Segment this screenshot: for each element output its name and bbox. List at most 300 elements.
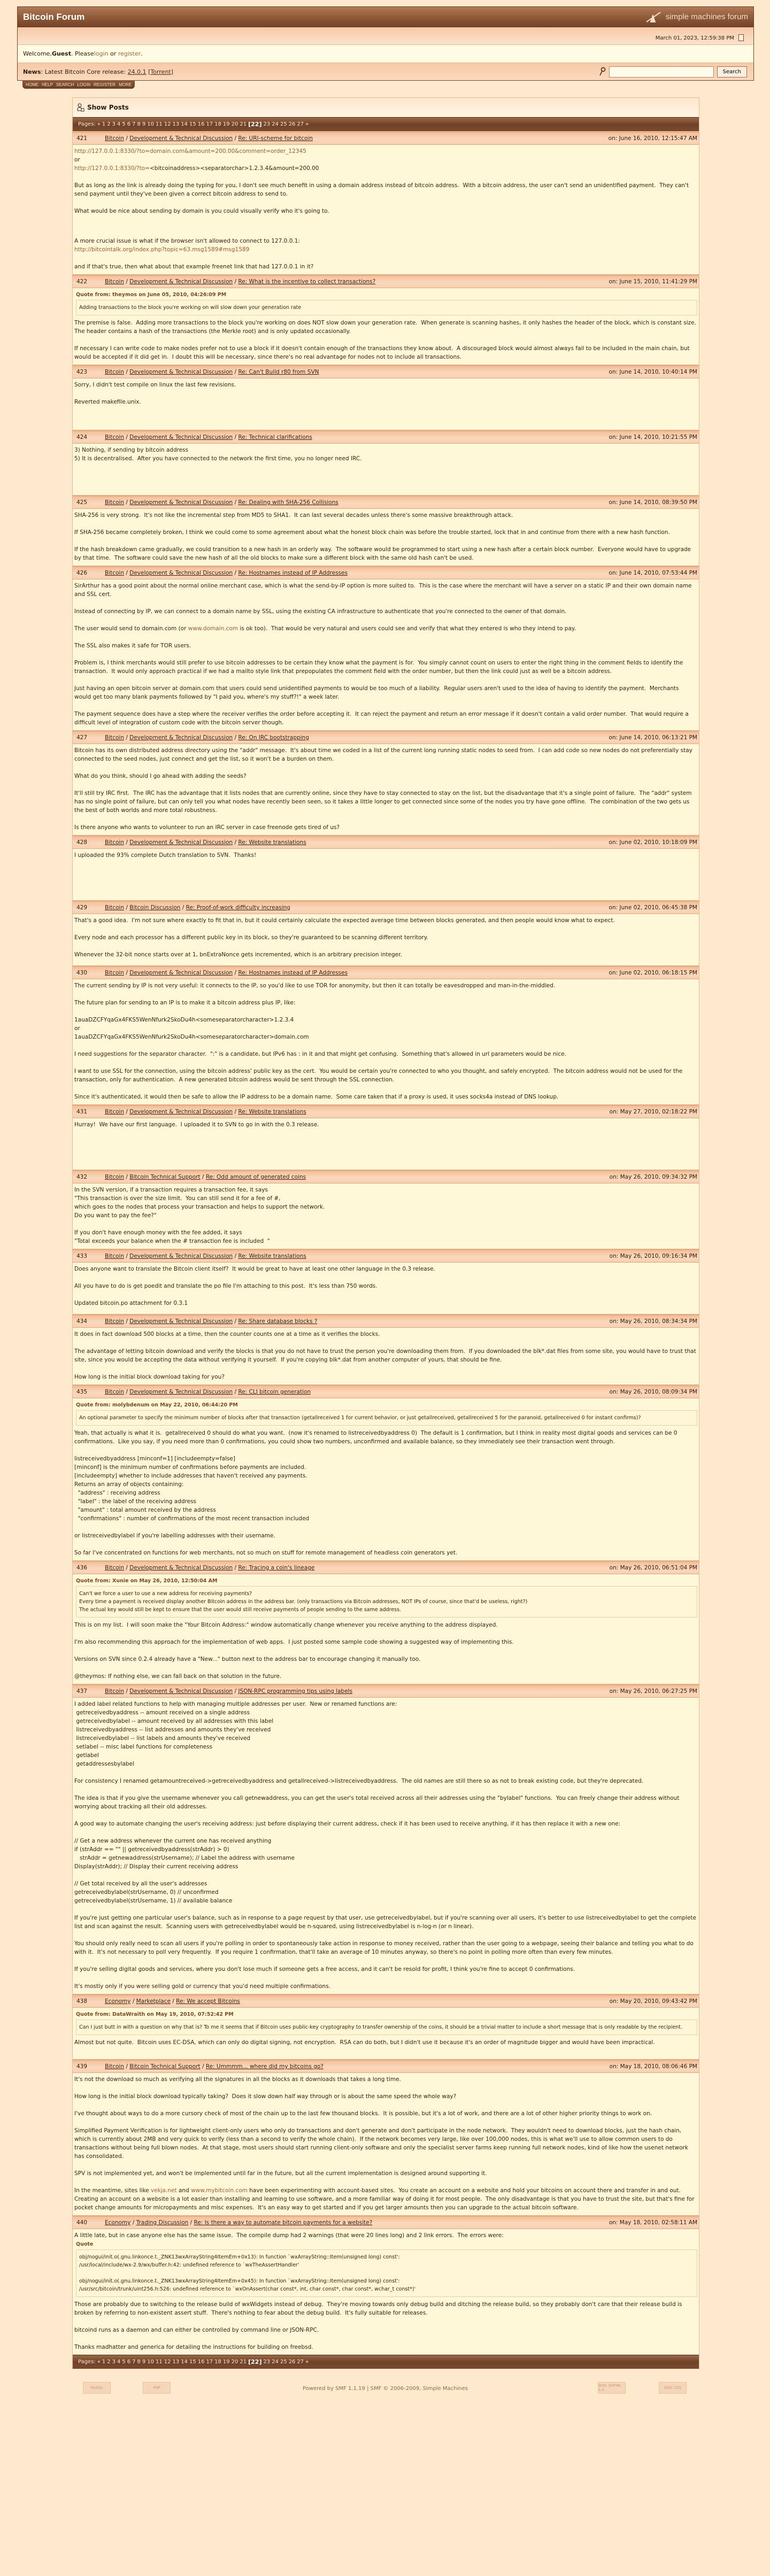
board-link[interactable]: Development & Technical Discussion [129, 135, 233, 142]
post-paragraph [74, 1638, 697, 1646]
post-breadcrumb [105, 1688, 610, 1695]
page-link[interactable]: 18 [214, 121, 221, 127]
news-torrent-link[interactable]: [Torrent] [148, 68, 173, 75]
windmill-icon [644, 11, 663, 23]
page-link[interactable]: 10 [147, 121, 155, 127]
breadcrumb-separator: / [188, 2219, 194, 2226]
text-line: That's a good idea. I'm not sure where exactly to fit that in, but it could certainly calculate the expected average time between blocks generated, and then people would know what to expect. [74, 917, 615, 924]
text-line: I want to use SSL for the connection, using the bitcoin address' public key as the cert. You would be certain you're connected to who you thought, and safely encrypted. The bitcoin address would not be used for the transaction, only for authentication. A new generated bitcoin address would be sent through the SSL connection. [74, 1068, 684, 1083]
text-line: SHA-256 is very strong. It's not like the incremental step from MD5 to SHA1. It can last several decades unless there's some massive breakthrough attack. [74, 512, 513, 519]
xhtml-badge[interactable]: W3C XHTML 1.0 [598, 2382, 626, 2394]
page-link[interactable]: 26 [288, 121, 296, 127]
text-line: 1auaDZCFYqaGx4FKS5WenNfurk2SkoDu4h<someseparatorcharacter>1.2.3.4 [74, 1017, 294, 1023]
post-paragraph [74, 1299, 697, 1308]
collapse-header-icon[interactable] [738, 34, 744, 41]
post-paragraph [74, 641, 697, 650]
board-link[interactable]: Marketplace [136, 1998, 171, 2005]
page-link[interactable]: 27 [297, 121, 304, 127]
text-line: setlabel -- misc label functions for completeness [74, 1744, 213, 1750]
topic-link[interactable]: Re: On IRC bootstrapping [238, 734, 309, 741]
post-header [73, 2059, 699, 2073]
board-category-link[interactable]: Economy [105, 1998, 131, 2005]
post-paragraph [74, 710, 697, 727]
mysql-badge[interactable]: MySQL [83, 2382, 111, 2394]
page-link[interactable]: 2 [107, 121, 111, 127]
board-category-link[interactable]: Bitcoin [105, 839, 125, 846]
page-link[interactable]: 20 [231, 121, 238, 127]
prev-page[interactable]: « [97, 2358, 101, 2365]
topic-link[interactable]: Re: CLI bitcoin generation [238, 1389, 311, 1395]
post-header [73, 1560, 699, 1574]
post-link[interactable]: www.domain.com [188, 625, 238, 632]
page-link[interactable]: 21 [240, 121, 247, 127]
post-date: on: May 26, 2010, 06:27:25 PM [609, 1688, 697, 1695]
post-paragraph [74, 2075, 697, 2084]
quote-line: The actual key would still be kept to ensure that the user would still receive payments of people sending to the same address. [79, 1607, 402, 1613]
news [23, 68, 173, 75]
page-link[interactable]: 13 [172, 2358, 180, 2365]
topic-link[interactable]: JSON-RPC programming tips using labels [238, 1688, 353, 1695]
breadcrumb-separator: / [124, 434, 130, 440]
page-link[interactable]: 5 [122, 2358, 126, 2365]
post-paragraph [74, 1050, 697, 1058]
board-category-link[interactable]: Bitcoin [105, 1318, 125, 1325]
register-link[interactable]: register [118, 50, 141, 57]
board-link[interactable]: Development & Technical Discussion [129, 1318, 233, 1325]
board-category-link[interactable]: Economy [105, 2219, 131, 2226]
board-category-link[interactable]: Bitcoin [105, 970, 125, 976]
quote-line: Every time a payment is received display another Bitcoin address in the address bar. (only transactions via Bitcoin addresses, NOT IPs of course, since that'd be useless, right?) [79, 1599, 528, 1605]
page-link[interactable]: 1 [102, 121, 106, 127]
post [73, 566, 699, 730]
footer [72, 2378, 698, 2399]
post-header [73, 965, 699, 979]
page-link[interactable]: 20 [231, 2358, 238, 2365]
post-paragraph [74, 1067, 697, 1084]
board-link[interactable]: Development & Technical Discussion [129, 499, 233, 506]
text-line: I added label related functions to help with managing multiple addresses per user. New or renamed functions are: [74, 1701, 397, 1707]
topic-link[interactable]: Re: Tracing a coin's lineage [238, 1565, 315, 1571]
next-page[interactable]: » [305, 121, 309, 127]
text-line: Just having an open bitcoin server at domain.com that users could send unidentified payments to would be too much of a liability. Regular users aren't used to the idea of having to identify the payment. Merchants would get too many blank payments followed by "I paid you, where's my stuff?!" a week later. [74, 685, 681, 700]
text-line: Display(strAddr); // Display their current receiving address [74, 1863, 238, 1870]
menu-home[interactable]: HOME [26, 82, 38, 87]
page-link[interactable]: 14 [181, 2358, 188, 2365]
text-line: The SSL also makes it safe for TOR users. [74, 643, 191, 649]
text-line: The advantage of letting bitcoin download and verify the blocks is that you do not have to trust the person you're downloading them from. If you downloaded the blk*.dat files from some site, you would have to trust that site, since you would be accepting the data without verifying it yourself. If you're copying blk*.dat from another computer of yours, that should be fine. [74, 1348, 698, 1363]
post-body [73, 288, 699, 365]
breadcrumb-separator: / [124, 970, 130, 976]
page-link[interactable]: 8 [137, 121, 141, 127]
text-line: What do you think, should I go ahead with adding the seeds? [74, 773, 247, 779]
post-body [73, 1328, 699, 1384]
board-link[interactable]: Bitcoin Discussion [129, 904, 181, 911]
page-link[interactable]: 21 [240, 2358, 247, 2365]
post-breadcrumb [105, 1318, 610, 1325]
board-category-link[interactable]: Bitcoin [105, 499, 125, 506]
board-category-link[interactable]: Bitcoin [105, 734, 125, 741]
topic-link[interactable]: Re: URI-scheme for bitcoin [238, 135, 313, 142]
quote-box [76, 1586, 697, 1618]
board-link[interactable]: Development & Technical Discussion [129, 1109, 233, 1115]
post-date: on: May 18, 2010, 02:58:11 AM [609, 2219, 697, 2226]
post [73, 1560, 699, 1684]
quote-box [76, 1410, 697, 1426]
post-body [73, 849, 699, 900]
text-line: "confirmations" : number of confirmations of the most recent transaction included [74, 1515, 310, 1522]
text-line: getreceivedbyaddress -- amount received on a single address [74, 1709, 250, 1716]
page-link[interactable]: 4 [117, 2358, 121, 2365]
text-line: If SHA-256 became completely broken, I think we could come to some agreement about what the honest block chain was before the trouble started, lock that in and continue from there with a new hash function. [74, 529, 670, 536]
post-paragraph [74, 1016, 697, 1041]
search-input[interactable] [609, 66, 714, 78]
board-category-link[interactable]: Bitcoin [105, 1253, 125, 1259]
page-link[interactable]: 15 [189, 2358, 196, 2365]
post-body [73, 979, 699, 1104]
topic-link[interactable]: Re: Dealing with SHA-256 Collisions [238, 499, 338, 506]
page-link[interactable]: 6 [127, 121, 131, 127]
topic-link[interactable]: Re: Technical clarifications [238, 434, 312, 440]
post [73, 1104, 699, 1170]
page-link[interactable]: 6 [127, 2358, 131, 2365]
post-paragraph [74, 1820, 697, 1828]
breadcrumb-separator: / [124, 1174, 130, 1180]
page-link[interactable]: 12 [164, 121, 171, 127]
text-line: It does in fact download 500 blocks at a time, then the counter counts one at a time as it verifies the blocks. [74, 1331, 380, 1337]
board-category-link[interactable]: Bitcoin [105, 1565, 125, 1571]
breadcrumb-separator: / [124, 1688, 130, 1695]
page-link[interactable]: 24 [272, 2358, 279, 2365]
post-paragraph [74, 381, 697, 389]
text-line: getreceivedbylabel -- amount received by all addresses with this label [74, 1718, 274, 1724]
text-line: If the hash breakdown came gradually, we could transition to a new hash in an orderly way. The software would be programmed to start using a new hash after a certain block number. Everyone would have to upgrade by that time. The software could save the new hash of all the old blocks to make sure a different block with the same old hash can't be used. [74, 546, 693, 561]
user-posts-icon [77, 103, 84, 112]
current-datetime: March 01, 2023, 12:59:38 PM [655, 35, 734, 41]
topic-link[interactable]: Re: Hostnames instead of IP Addresses [238, 970, 348, 976]
next-page[interactable]: » [305, 2358, 309, 2365]
page-link[interactable]: 23 [263, 2358, 271, 2365]
page-link[interactable]: 27 [297, 2358, 304, 2365]
text-line: The future plan for sending to an IP is to make it a bitcoin address plus IP, like: [74, 1000, 296, 1006]
page-link[interactable]: 10 [147, 2358, 155, 2365]
menu-login[interactable]: LOGIN [77, 82, 91, 87]
quote-line: /usr/src/bitcoin/trunk/uint256.h:526: undefined reference to `wxOnAssert(char const*, int, char const*, char const*, wchar_t const*)' [79, 2286, 416, 2292]
topic-link[interactable]: Re: We accept Bitcoins [176, 1998, 240, 2005]
text-line: What would be nice about sending by domain is you could visually verify who it's going to. [74, 208, 329, 214]
board-link[interactable]: Development & Technical Discussion [129, 734, 233, 741]
post-body [73, 744, 699, 835]
menu-register[interactable]: REGISTER [94, 82, 116, 87]
post-paragraph [74, 1531, 697, 1540]
search-button[interactable]: Search [717, 66, 747, 78]
post-paragraph [74, 950, 697, 959]
text-line: Returns an array of objects containing: [74, 1481, 184, 1488]
text-line: Almost but not quite. Bitcoin uses EC-DSA, which can only do digital signing, not encryption. RSA can do both, but I didn't use it because it's an order of magnitude bigger and would have been impractical. [74, 2039, 655, 2046]
post [73, 730, 699, 835]
post-number: 433 [76, 1253, 88, 1259]
post-paragraph [74, 1549, 697, 1557]
topic-link[interactable]: Re: Website translations [238, 1253, 306, 1259]
post-paragraph [74, 823, 697, 832]
login-link[interactable]: login [94, 50, 109, 57]
post-body [73, 2008, 699, 2059]
text-line: or listreceivedbylabel if you're labelling addresses with their username. [74, 1533, 275, 1539]
breadcrumb-separator: / [233, 1253, 238, 1259]
board-link[interactable]: Development & Technical Discussion [129, 434, 233, 440]
post-date: on: May 27, 2010, 02:18:22 PM [609, 1109, 697, 1115]
page-link[interactable]: 26 [288, 2358, 296, 2365]
post-breadcrumb [105, 734, 609, 741]
topic-link[interactable]: Re: Website translations [238, 1109, 306, 1115]
page-link[interactable]: 19 [222, 2358, 230, 2365]
post [73, 495, 699, 566]
page-link[interactable]: 16 [197, 121, 205, 127]
post-header [73, 430, 699, 444]
text-line: The current sending by IP is not very useful: it connects to the IP, so you'd like to use TOR for anonymity, but then it can totally be eavesdropped and man-in-the-middled. [74, 983, 556, 989]
text-line: listreceivedbylabel -- list labels and amounts they've received [74, 1735, 251, 1742]
post-link[interactable]: http://bitcointalk.org/index.php?topic=63.msg1589#msg1589 [74, 246, 250, 253]
page-link[interactable]: 2 [107, 2358, 111, 2365]
news-label: News [23, 68, 41, 75]
post-paragraph [74, 916, 697, 925]
topic-link[interactable]: Re: Ummmm... where did my bitcoins go? [205, 2063, 324, 2070]
text-line: All you have to do is get poedit and translate the po file I'm attaching to this post. It's less than 750 words. [74, 1283, 378, 1289]
css-badge[interactable]: W3C CSS [659, 2382, 687, 2394]
post-link[interactable]: www.mybitcoin.com [191, 2187, 248, 2194]
text-line: "amount" : total amount received by the address [74, 1507, 216, 1513]
post-paragraph [74, 1373, 697, 1381]
date-row [18, 27, 753, 45]
breadcrumb-separator: / [233, 839, 238, 846]
page-link[interactable]: 9 [142, 2358, 146, 2365]
text-line: It's not the download so much as verifying all the signatures in all the blocks as it downloads that takes a long time. [74, 2076, 401, 2083]
post-paragraph [74, 1965, 697, 1974]
post-header [73, 835, 699, 849]
text-line: getreceivedbylabel(strUsername, 0) // unconfirmed [74, 1889, 219, 1896]
topic-link[interactable]: Re: Is there a way to automate bitcoin payments for a website? [194, 2219, 373, 2226]
topic-link[interactable]: Re: Odd amount of generated coins [205, 1174, 306, 1180]
page-link[interactable]: 25 [280, 121, 287, 127]
text-segment: <bitcoinaddress><separatorchar>1.2.3.4&amount=200.00 [149, 165, 319, 172]
topic-link[interactable]: Re: What is the incentive to collect transactions? [238, 279, 376, 285]
page-link[interactable]: 23 [263, 121, 271, 127]
text-line: [includeempty] whether to include addresses that haven't received any payments. [74, 1473, 307, 1479]
post-link[interactable]: vekja.net [150, 2187, 177, 2194]
powered-by-link[interactable]: Powered by SMF 1.1.19 [303, 2385, 365, 2392]
post-paragraph [74, 684, 697, 701]
post-header [73, 1249, 699, 1263]
page-link[interactable]: 17 [206, 2358, 213, 2365]
post-date: on: June 14, 2010, 10:21:55 PM [609, 434, 697, 440]
post-number: 437 [76, 1688, 88, 1695]
topic-link[interactable]: Re: Website translations [238, 839, 306, 846]
page-link[interactable]: 8 [137, 2358, 141, 2365]
board-link[interactable]: Development & Technical Discussion [129, 369, 233, 375]
post-paragraph [74, 582, 697, 599]
smf-logo[interactable] [644, 11, 748, 23]
post-date: on: May 26, 2010, 09:34:32 PM [609, 1174, 697, 1180]
page-link[interactable]: 17 [206, 121, 213, 127]
breadcrumb-separator: / [124, 1389, 130, 1395]
post-link[interactable]: http://127.0.0.1:8330/?to=domain.com&amount=200.00&comment=order_12345 [74, 148, 306, 154]
post-paragraph [74, 2109, 697, 2118]
text-segment: and [176, 2187, 191, 2194]
php-badge[interactable]: PHP [143, 2382, 171, 2394]
page-link[interactable]: 18 [214, 2358, 221, 2365]
text-line: Every node and each processor has a different public key in its block, so they're guaranteed to be scanning different territory. [74, 934, 428, 941]
post-body [73, 1183, 699, 1249]
page-link[interactable]: 14 [181, 121, 188, 127]
post-paragraph [74, 207, 697, 215]
text-line: So far I've concentrated on functions for web merchants, not so much on stuff for remote management of headless coin generators yet. [74, 1550, 458, 1556]
board-link[interactable]: Bitcoin Technical Support [129, 1174, 201, 1180]
text-line: Bitcoin has its own distributed address directory using the "addr" message. It's about time we coded in a list of the current long running static nodes to seed from. I can add code so new nodes do not preferentially stay connected to the seed nodes, just connect and get the list, so it won't be a burden on them. [74, 747, 695, 762]
text-line: listreceivedbyaddress [minconf=1] [includeempty=false] [74, 1456, 235, 1462]
topic-link[interactable]: Re: Hostnames instead of IP Addresses [238, 570, 348, 576]
board-link[interactable]: Development & Technical Discussion [129, 1389, 233, 1395]
text-line: 1auaDZCFYqaGx4FKS5WenNfurk2SkoDu4h<someseparatorcharacter>domain.com [74, 1034, 309, 1040]
page-link[interactable]: 19 [222, 121, 230, 127]
quote-header: Quote from: molybdenum on May 22, 2010, 06:44:20 PM [76, 1402, 238, 1408]
board-category-link[interactable]: Bitcoin [105, 279, 125, 285]
breadcrumb-separator: / [124, 734, 130, 741]
board-link[interactable]: Trading Discussion [136, 2219, 189, 2226]
post-breadcrumb [105, 570, 609, 576]
board-category-link[interactable]: Bitcoin [105, 135, 125, 142]
post-number: 427 [76, 734, 88, 741]
forum-title[interactable]: Bitcoin Forum [23, 11, 85, 22]
post-date: on: June 14, 2010, 07:53:44 PM [609, 570, 697, 576]
topic-link[interactable]: Re: Can't Build r80 from SVN [238, 369, 319, 375]
page-link[interactable]: 25 [280, 2358, 287, 2365]
menu-search[interactable]: SEARCH [56, 82, 74, 87]
text-line: For consistency I renamed getamountreceived->getreceivedbyaddress and getallreceived->listreceivedbyaddress. The old names are still there so as not to break existing code, but they're deprecated. [74, 1778, 644, 1784]
board-category-link[interactable]: Bitcoin [105, 904, 125, 911]
board-link[interactable]: Development & Technical Discussion [129, 570, 233, 576]
page-link[interactable]: 24 [272, 121, 279, 127]
board-link[interactable]: Bitcoin Technical Support [129, 2063, 201, 2070]
post-paragraph [74, 607, 697, 616]
page-link[interactable]: 1 [102, 2358, 106, 2365]
post-date: on: May 26, 2010, 09:16:34 PM [609, 1253, 697, 1259]
breadcrumb-separator: / [233, 499, 238, 506]
post [73, 835, 699, 900]
menu-help[interactable]: HELP [42, 82, 53, 87]
post-body [73, 1698, 699, 1994]
prev-page[interactable]: « [97, 121, 101, 127]
page-link[interactable]: 12 [164, 2358, 171, 2365]
post-date: on: May 26, 2010, 08:09:34 PM [609, 1389, 697, 1395]
topic-link[interactable]: Re: Share database blocks ? [238, 1318, 318, 1325]
post-body [73, 1574, 699, 1684]
post-number: 440 [76, 2219, 88, 2226]
board-category-link[interactable]: Bitcoin [105, 570, 125, 576]
page-link[interactable]: 7 [132, 2358, 136, 2365]
breadcrumb-separator: / [233, 970, 238, 976]
post-paragraph [74, 528, 697, 537]
text-line: Thanks madhatter and generica for detailing the instructions for building on freebsd. [74, 2344, 313, 2350]
post [73, 1384, 699, 1560]
board-link[interactable]: Development & Technical Discussion [129, 839, 233, 846]
post-paragraph [74, 446, 697, 463]
page-link[interactable]: 7 [132, 121, 136, 127]
post-paragraph [74, 1429, 697, 1446]
text-line: This is on my list. I will soon make the "Your Bitcoin Address:" window automatically change whenever you receive anything to the address displayed. [74, 1622, 498, 1628]
text-line: Those are probably due to switching to the release build of wxWidgets instead of debug. They're moving towards only debug build and ditching the release build, so they probably don't care that their release build is broken by referring to non-existent assert stuff. There's nothing to fear about the debug build. It's fully suitable for releases. [74, 2301, 684, 2316]
quote-line: obj/nogui/init.o(.gnu.linkonce.t._ZNK13wxArrayString4ItemEm+0x45): In function `wxArrayString::Item(unsigned long) const': [79, 2278, 400, 2284]
board-category-link[interactable]: Bitcoin [105, 2063, 125, 2070]
page-link[interactable]: 13 [172, 121, 180, 127]
breadcrumb-separator: / [233, 279, 238, 285]
text-line: "Total exceeds your balance when the # transaction fee is included " [74, 1238, 270, 1244]
quote-line: Adding transactions to the block you're working on will slow down your generation rate [79, 305, 302, 311]
search-form [598, 66, 747, 78]
breadcrumb-separator: / [124, 2063, 130, 2070]
board-link[interactable]: Development & Technical Discussion [129, 1688, 233, 1695]
post-paragraph [74, 1982, 697, 1991]
text-line: bitcoind runs as a daemon and can either be controlled by command line or JSON-RPC. [74, 2327, 319, 2333]
topic-link[interactable]: Re: Proof-of-work difficulty increasing [186, 904, 290, 911]
post-date: on: June 14, 2010, 10:40:14 PM [609, 369, 697, 375]
post-breadcrumb [105, 135, 609, 142]
page-link[interactable]: 9 [142, 121, 146, 127]
board-category-link[interactable]: Bitcoin [105, 434, 125, 440]
text-line: I need suggestions for the separator character. ":" is a candidate, but IPv6 has : in it and that might get confusing. Something that's allowed in url parameters would be nice. [74, 1051, 566, 1057]
post-breadcrumb [105, 1998, 610, 2005]
page-link[interactable]: 3 [112, 121, 116, 127]
text-line: A more crucial issue is what if the browser isn't allowed to connect to 127.0.0.1: [74, 238, 300, 244]
copyright-link[interactable]: SMF © 2006-2009, Simple Machines [370, 2385, 468, 2392]
page-link[interactable]: 15 [189, 121, 196, 127]
page-link[interactable]: 4 [117, 121, 121, 127]
welcome-period: . [141, 50, 143, 57]
text-line: How long is the initial block download typically taking? Does it slow down half way through or is about the same speed the whole way? [74, 2093, 457, 2100]
board-link[interactable]: Development & Technical Discussion [129, 1565, 233, 1571]
board-category-link[interactable]: Bitcoin [105, 1174, 125, 1180]
board-category-link[interactable]: Bitcoin [105, 1688, 125, 1695]
page-link[interactable]: 5 [122, 121, 126, 127]
post-paragraph [74, 262, 697, 271]
post-paragraph [74, 624, 697, 633]
board-category-link[interactable]: Bitcoin [105, 1109, 125, 1115]
page-link[interactable]: 11 [156, 121, 163, 127]
page-link[interactable]: 16 [197, 2358, 205, 2365]
text-line: Yeah, that actually is what it is. getallreceived 0 should do what you want. (now it's renamed to listreceivedbyaddress 0) The default is 1 confirmation, but I think in reality most digital goods and services can be 0 confirmations. Like you say, if you need more than 0 confirmations, you could show two numbers, unconfirmed and available balance, so they immediately see their transaction went through. [74, 1430, 679, 1445]
page-link[interactable]: 3 [112, 2358, 116, 2365]
quote-line: obj/nogui/init.o(.gnu.linkonce.t._ZNK13wxArrayString4ItemEm+0x13): In function `wxArrayString::Item(unsigned long) const': [79, 2254, 400, 2260]
board-category-link[interactable]: Bitcoin [105, 369, 125, 375]
news-version-link[interactable]: 24.0.1 [127, 68, 147, 75]
post-paragraph [74, 746, 697, 763]
post-link[interactable]: http://127.0.0.1:8330/?to= [74, 165, 150, 172]
post [73, 131, 699, 274]
post-number: 422 [76, 279, 88, 285]
board-category-link[interactable]: Bitcoin [105, 1389, 125, 1395]
text-line: If you're selling digital goods and services, where you don't lose much if someone gets a free access, and it can't be resold for profit, I think you're fine to accept 0 confirmations. [74, 1966, 575, 1972]
text-line: // Get a new address whenever the current one has received anything [74, 1838, 272, 1844]
menu-more[interactable]: MORE [119, 82, 132, 87]
post-number: 423 [76, 369, 88, 375]
post [73, 2059, 699, 2215]
board-link[interactable]: Development & Technical Discussion [129, 279, 233, 285]
post-breadcrumb [105, 904, 609, 911]
post-body [73, 2073, 699, 2215]
board-link[interactable]: Development & Technical Discussion [129, 970, 233, 976]
post-paragraph [74, 1794, 697, 1811]
board-link[interactable]: Development & Technical Discussion [129, 1253, 233, 1259]
text-line: "label" : the label of the receiving address [74, 1498, 197, 1505]
page-link[interactable]: 11 [156, 2358, 163, 2365]
